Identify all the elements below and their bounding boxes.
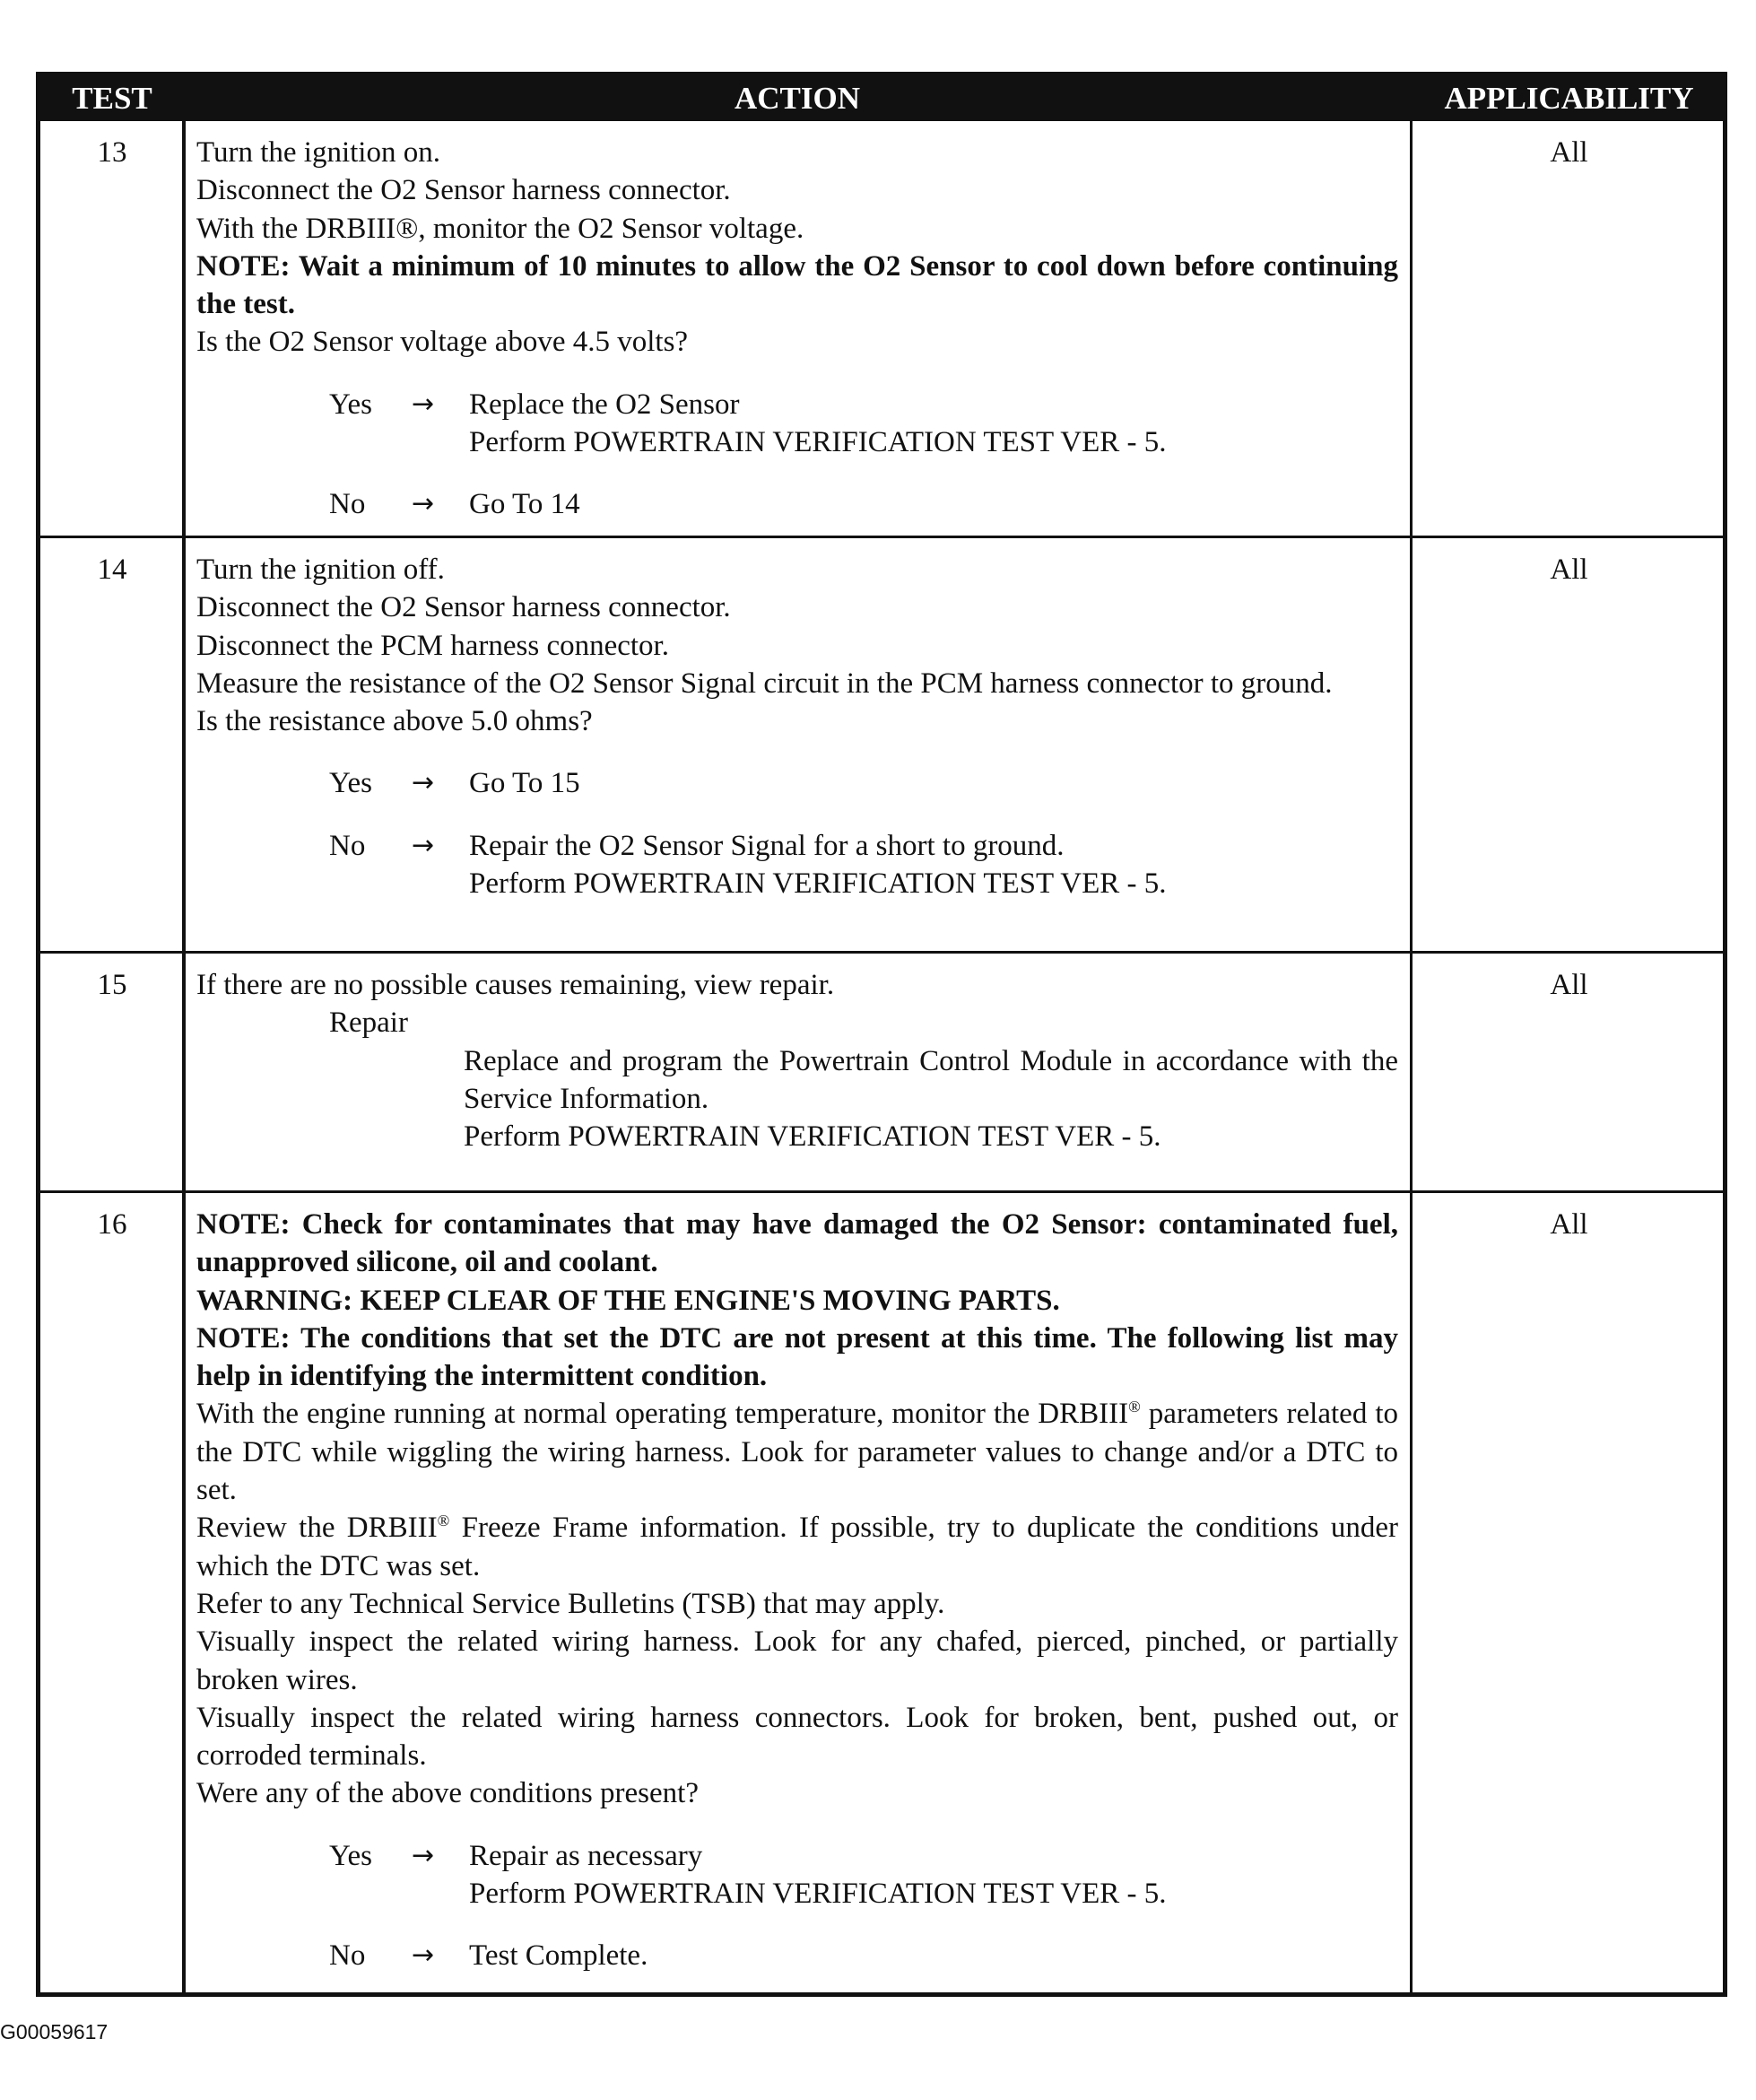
no-branch bbox=[196, 485, 1398, 523]
action-step: If there are no possible causes remaining, view repair. bbox=[196, 969, 835, 1001]
no-branch bbox=[196, 1937, 1398, 1974]
registered-mark: ® bbox=[1128, 1398, 1141, 1416]
no-continuation: Perform POWERTRAIN VERIFICATION TEST VER - 5. bbox=[469, 867, 1167, 901]
action-cell bbox=[196, 1206, 1398, 1975]
action-step: Review the DRBIII® Freeze Frame information. If possible, try to duplicate the conditions under which the DTC was set. bbox=[196, 1512, 1398, 1582]
question: Were any of the above conditions present? bbox=[196, 1777, 699, 1810]
figure-id: G00059617 bbox=[0, 2020, 109, 2043]
applicability-value: All bbox=[1550, 553, 1588, 586]
warning: WARNING: KEEP CLEAR OF THE ENGINE'S MOVING PARTS. bbox=[196, 1284, 1060, 1317]
action-cell bbox=[196, 134, 1398, 524]
yes-result: Go To 15 bbox=[469, 767, 580, 800]
question: Is the O2 Sensor voltage above 4.5 volts? bbox=[196, 326, 689, 359]
test-number: 16 bbox=[97, 1208, 127, 1241]
table-header bbox=[40, 76, 1723, 121]
test-number: 13 bbox=[97, 136, 127, 169]
table-row-14 bbox=[40, 538, 1723, 951]
action-step: Turn the ignition on. bbox=[196, 136, 440, 169]
registered-mark: ® bbox=[437, 1512, 450, 1530]
arrow-icon: → bbox=[412, 767, 435, 799]
arrow-icon: → bbox=[412, 1839, 435, 1871]
yes-label: Yes bbox=[329, 388, 373, 421]
no-branch bbox=[196, 827, 1398, 865]
yes-continuation: Perform POWERTRAIN VERIFICATION TEST VER - 5. bbox=[469, 1878, 1167, 1911]
action-step: Visually inspect the related wiring harness connectors. Look for broken, bent, pushed out, or corroded terminals. bbox=[196, 1701, 1398, 1773]
yes-continuation: Perform POWERTRAIN VERIFICATION TEST VER - 5. bbox=[469, 426, 1167, 459]
action-step: Visually inspect the related wiring harness. Look for any chafed, pierced, pinched, or partially broken wires. bbox=[196, 1625, 1398, 1696]
no-result: Repair the O2 Sensor Signal for a short to ground. bbox=[469, 829, 1065, 862]
note: NOTE: Check for contaminates that may have damaged the O2 Sensor: contaminated fuel, unapproved silicone, oil and coolant. bbox=[196, 1208, 1398, 1279]
header-action: ACTION bbox=[734, 81, 861, 116]
repair-perform: Perform POWERTRAIN VERIFICATION TEST VER - 5. bbox=[464, 1120, 1161, 1154]
note: NOTE: The conditions that set the DTC are not present at this time. The following list may help in identifying the intermittent condition. bbox=[196, 1321, 1398, 1393]
no-result: Go To 14 bbox=[469, 488, 580, 521]
table-row-15 bbox=[40, 954, 1723, 1190]
applicability-value: All bbox=[1550, 136, 1588, 169]
no-result: Test Complete. bbox=[469, 1939, 648, 1973]
question: Is the resistance above 5.0 ohms? bbox=[196, 705, 593, 738]
test-number: 14 bbox=[97, 553, 127, 586]
yes-result: Replace the O2 Sensor bbox=[469, 388, 740, 421]
action-step: Disconnect the O2 Sensor harness connector. bbox=[196, 174, 731, 207]
yes-label: Yes bbox=[329, 1839, 373, 1872]
repair-label: Repair bbox=[329, 1006, 408, 1040]
no-label: No bbox=[329, 829, 366, 862]
arrow-icon: → bbox=[412, 488, 435, 520]
applicability-value: All bbox=[1550, 969, 1588, 1001]
test-number: 15 bbox=[97, 969, 127, 1001]
action-step: Disconnect the PCM harness connector. bbox=[196, 629, 669, 662]
action-step: With the engine running at normal operating temperature, monitor the DRBIII® parameters related to the DTC while wiggling the wiring harness. Look for parameter values to change and/or a DTC to set. bbox=[196, 1398, 1398, 1507]
yes-branch bbox=[196, 764, 1398, 802]
header-applicability: APPLICABILITY bbox=[1444, 81, 1694, 116]
action-cell bbox=[196, 966, 1398, 1155]
action-step: With the DRBIII®, monitor the O2 Sensor voltage. bbox=[196, 212, 804, 245]
repair-text: Replace and program the Powertrain Control Module in accordance with the Service Information. bbox=[464, 1044, 1398, 1115]
no-label: No bbox=[329, 1939, 366, 1973]
action-step: Refer to any Technical Service Bulletins (TSB) that may apply. bbox=[196, 1587, 945, 1620]
action-step: Turn the ignition off. bbox=[196, 553, 445, 586]
arrow-icon: → bbox=[412, 1939, 435, 1972]
header-test: TEST bbox=[72, 81, 152, 116]
yes-result: Repair as necessary bbox=[469, 1839, 703, 1872]
yes-branch bbox=[196, 386, 1398, 423]
arrow-icon: → bbox=[412, 388, 435, 420]
table-row-16 bbox=[40, 1193, 1723, 1997]
action-step: Measure the resistance of the O2 Sensor Signal circuit in the PCM harness connector to ground. bbox=[196, 667, 1333, 700]
diagnostic-test-table bbox=[36, 72, 1727, 1997]
action-cell bbox=[196, 551, 1398, 902]
yes-branch bbox=[196, 1837, 1398, 1875]
note: NOTE: Wait a minimum of 10 minutes to allow the O2 Sensor to cool down before continuing the test. bbox=[196, 249, 1398, 321]
applicability-value: All bbox=[1550, 1208, 1588, 1241]
action-step: Disconnect the O2 Sensor harness connector. bbox=[196, 591, 731, 624]
arrow-icon: → bbox=[412, 829, 435, 861]
table-row-13 bbox=[40, 121, 1723, 536]
no-label: No bbox=[329, 488, 366, 521]
yes-label: Yes bbox=[329, 767, 373, 800]
